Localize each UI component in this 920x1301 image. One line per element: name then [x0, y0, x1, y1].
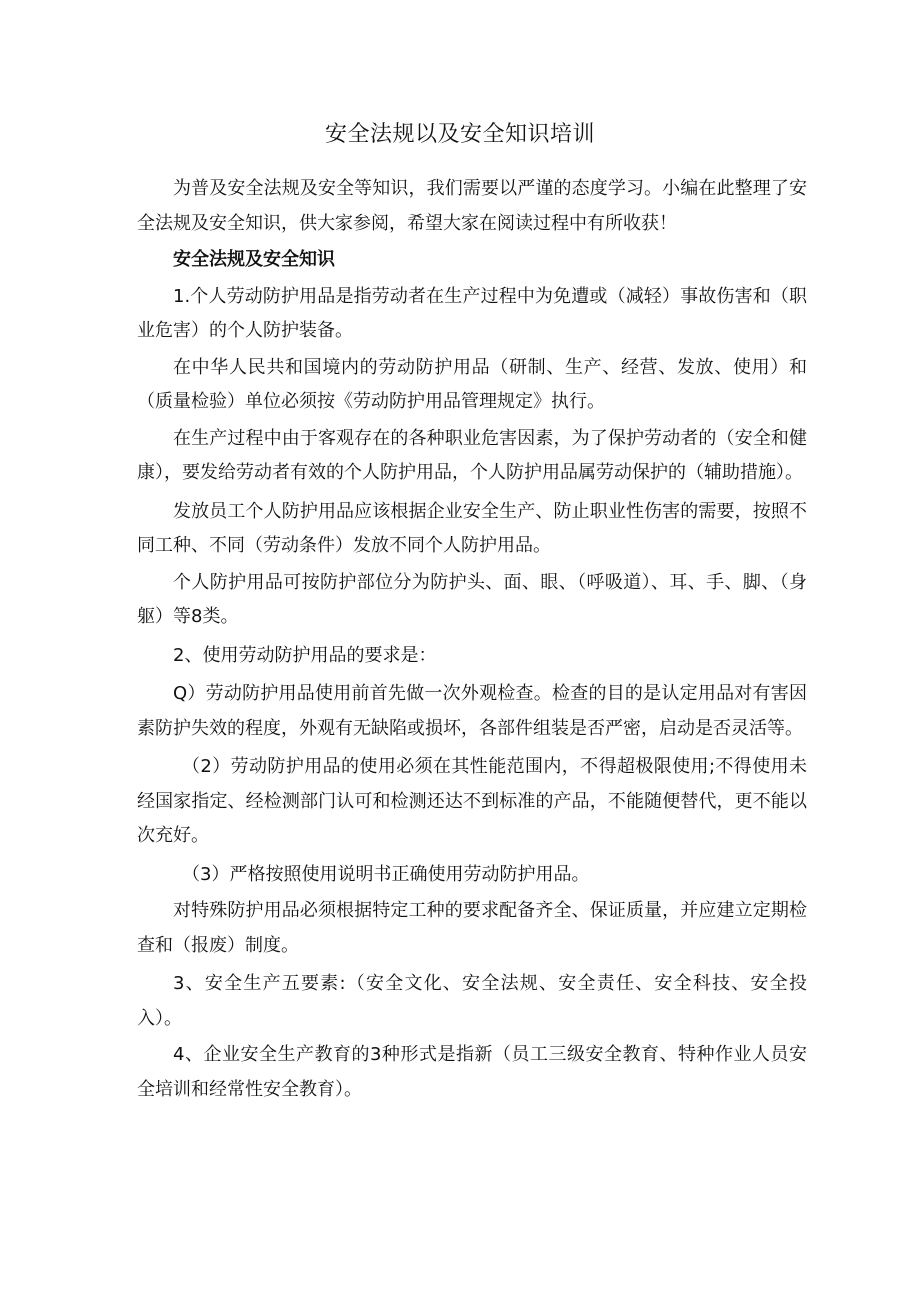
- section-heading: 安全法规及安全知识: [173, 249, 335, 270]
- item-1-regulation: 在中华人民共和国境内的劳动防护用品（研制、生产、经营、发放、使用）和（质量检验）单位必须按《劳动防护用品管理规定》执行。: [137, 356, 807, 412]
- document-title: 安全法规以及安全知识培训: [324, 122, 595, 147]
- document-body: [137, 172, 807, 1107]
- item-2-requirement-2: （2）劳动防护用品的使用必须在其性能范围内，不得超极限使用;不得使用未经国家指定、经检测部门认可和检测还达不到标准的产品，不能随便替代，更不能以次充好。: [137, 756, 807, 846]
- item-1-purpose: 在生产过程中由于客观存在的各种职业危害因素，为了保护劳动者的（安全和健康），要发给劳动者有效的个人防护用品，个人防护用品属劳动保护的（辅助措施）。: [137, 427, 807, 483]
- item-2-requirement-1: Q）劳动防护用品使用前首先做一次外观检查。检查的目的是认定用品对有害因素防护失效的程度，外观有无缺陷或损坏，各部件组装是否严密，启动是否灵活等。: [137, 683, 807, 739]
- item-1-distribution: 发放员工个人防护用品应该根据企业安全生产、防止职业性伤害的需要，按照不同工种、不同（劳动条件）发放不同个人防护用品。: [137, 500, 807, 556]
- item-1-definition: 1.个人劳动防护用品是指劳动者在生产过程中为免遭或（减轻）事故伤害和（职业危害）的个人防护装备。: [137, 285, 807, 341]
- intro-paragraph: 为普及安全法规及安全等知识，我们需要以严谨的态度学习。小编在此整理了安全法规及安全知识，供大家参阅，希望大家在阅读过程中有所收获！: [137, 178, 807, 234]
- item-2-requirement-3: （3）严格按照使用说明书正确使用劳动防护用品。: [182, 863, 590, 885]
- item-1-categories: 个人防护用品可按防护部位分为防护头、面、眼、（呼吸道）、耳、手、脚、（身躯）等8类。: [137, 571, 807, 627]
- item-4-education-forms: 4、企业安全生产教育的3种形式是指新（员工三级安全教育、特种作业人员安全培训和经常性安全教育）。: [137, 1044, 807, 1100]
- item-3-five-elements: 3、安全生产五要素:（安全文化、安全法规、安全责任、安全科技、安全投入）。: [137, 973, 807, 1029]
- item-2-heading: 2、使用劳动防护用品的要求是：: [173, 644, 437, 666]
- item-2-special-equipment: 对特殊防护用品必须根据特定工种的要求配备齐全、保证质量，并应建立定期检查和（报废）制度。: [137, 900, 807, 956]
